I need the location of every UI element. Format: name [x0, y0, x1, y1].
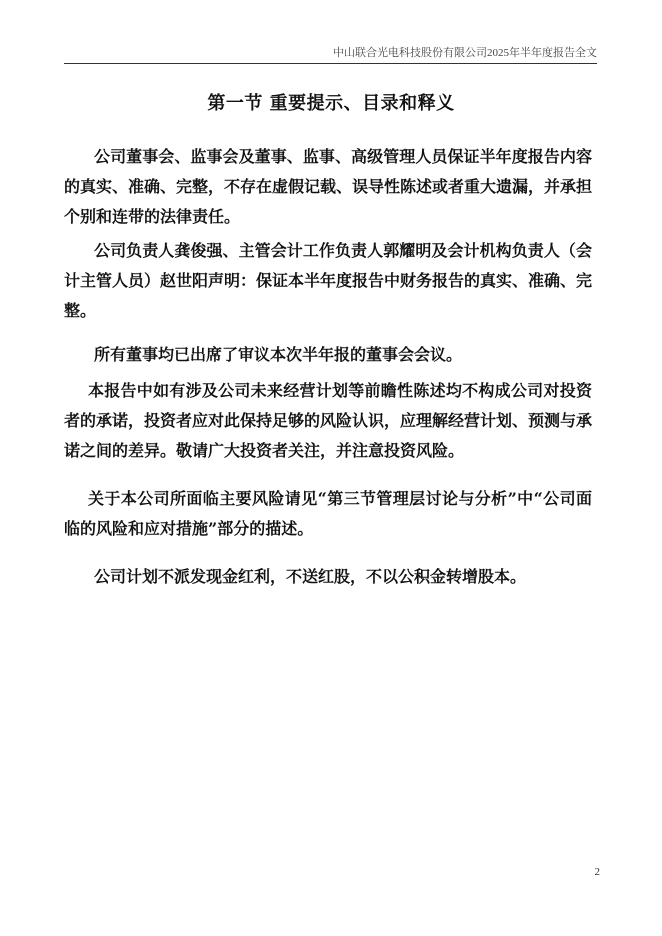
paragraph-board-attendance: 所有董事均已出席了审议本次半年报的董事会会议。: [94, 345, 463, 364]
paragraph-responsible-persons-statement: 公司负责人龚俊强、主管会计工作负责人郭耀明及会计机构负责人（会计主管人员）赵世阳声明：保证本半年度报告中财务报告的真实、准确、完整。: [64, 241, 593, 320]
section-title: 第一节 重要提示、目录和释义: [207, 93, 455, 114]
paragraph-board-guarantee: 公司董事会、监事会及董事、监事、高级管理人员保证半年度报告内容的真实、准确、完整，不存在虚假记载、误导性陈述或者重大遗漏，并承担个别和连带的法律责任。: [64, 147, 593, 226]
paragraph-forward-looking-statement: 本报告中如有涉及公司未来经营计划等前瞻性陈述均不构成公司对投资者的承诺，投资者应对此保持足够的风险认识，应理解经营计划、预测与承诺之间的差异。敬请广大投资者关注，并注意投资风险。: [64, 381, 593, 460]
page-header: 中山联合光电科技股份有限公司2025年半年度报告全文: [333, 47, 597, 59]
header-divider: [64, 63, 597, 64]
paragraph-risk-reference: 关于本公司所面临主要风险请见“第三节管理层讨论与分析”中“公司面临的风险和应对措施”部分的描述。: [64, 489, 592, 538]
page-number: 2: [594, 866, 600, 878]
paragraph-dividend-plan: 公司计划不派发现金红利，不送红股，不以公积金转增股本。: [94, 567, 527, 586]
